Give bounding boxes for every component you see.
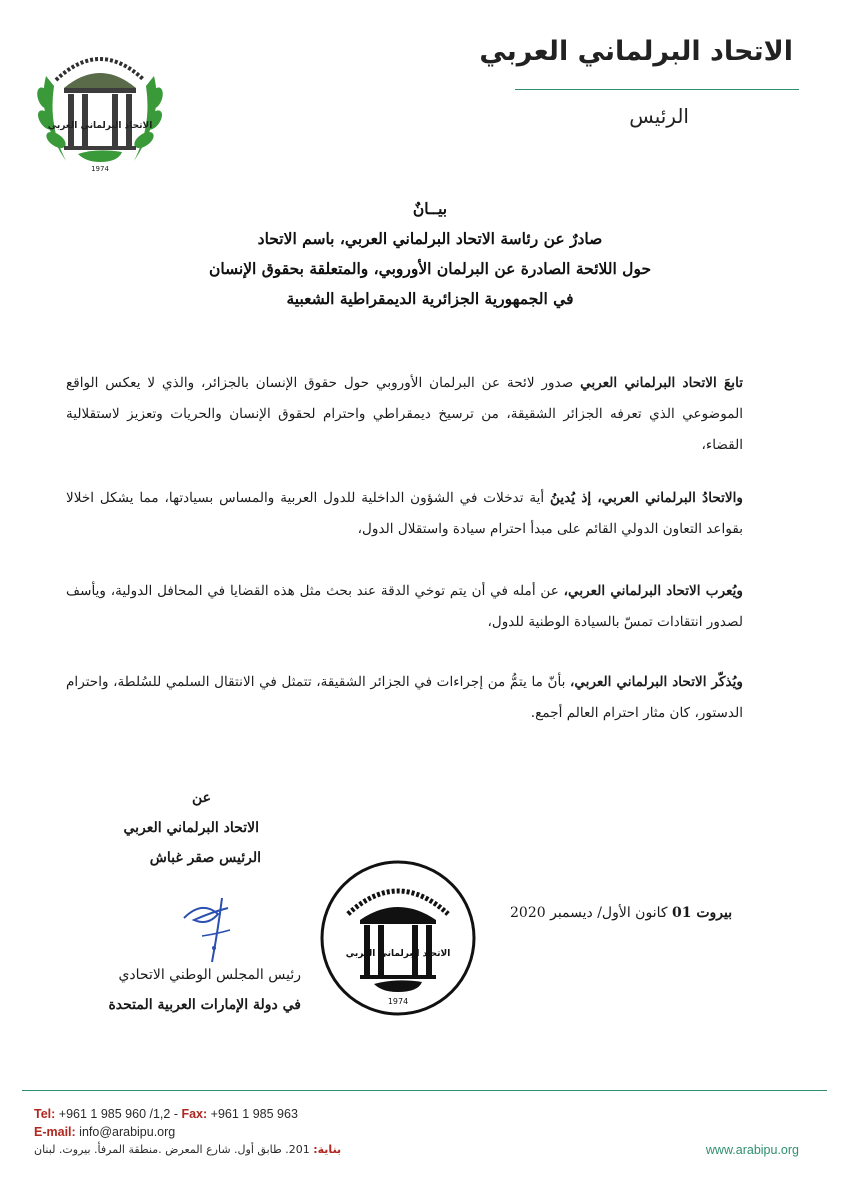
signature-role-line-1: رئيس المجلس الوطني الاتحادي bbox=[118, 967, 301, 983]
logo-year: 1974 bbox=[91, 165, 109, 173]
paragraph-text: صدور لائحة عن البرلمان الأوروبي حول حقوق الإنسان بالجزائر، والذي لا يعكس الواقع الموضوعي الذي تعرفه الجزائر الشقيقة، من ترسيخ ديمقراطي واحترام لحقوق الإنسان والحريات وتعزيز لاستقلالية القضاء، bbox=[66, 375, 743, 453]
paragraph-lead: تابعَ الاتحاد البرلماني العربي bbox=[580, 375, 744, 391]
footer-divider bbox=[22, 1090, 827, 1091]
email-label: E-mail: bbox=[34, 1125, 76, 1139]
paragraph-text: أية تدخلات في الشؤون الداخلية للدول العربية والمساس بسيادتها، مما يشكل اخلالا بقواعد التعاون الدولي القائم على مبدأ احترام سيادة واستقلال الدول، bbox=[66, 490, 743, 537]
official-stamp bbox=[318, 858, 478, 1018]
signature-name: الرئيس صقر غباش bbox=[149, 850, 261, 866]
paragraph-text: بأنّ ما يتمُّ من إجراءات في الجزائر الشقيقة، تتمثل في الانتقال السلمي للسُلطة، واحترام الدستور، كان مثار احترام العالم أجمع. bbox=[66, 674, 743, 721]
paragraph-lead: ويُذكّر الاتحاد البرلماني العربي، bbox=[569, 674, 743, 690]
address-value: 201. طابق أول. شارع المعرض .منطقة المرفأ. بيروت. لبنان bbox=[34, 1143, 314, 1156]
date-lead: بيروت 01 bbox=[671, 905, 733, 921]
tel-label: Tel: bbox=[34, 1107, 56, 1121]
columns-icon bbox=[68, 94, 132, 146]
dome-icon bbox=[64, 73, 136, 88]
paragraph-1 bbox=[66, 368, 743, 461]
footer-address bbox=[34, 1143, 341, 1156]
signature-role bbox=[81, 960, 301, 1020]
statement-heading bbox=[150, 194, 710, 314]
footer-website-link[interactable]: www.arabipu.org bbox=[705, 1143, 799, 1157]
statement-title: بيــانٌ bbox=[412, 199, 448, 218]
organization-name: الاتحاد البرلماني العربي bbox=[479, 36, 793, 67]
paragraph-2 bbox=[66, 483, 743, 545]
paragraph-3 bbox=[66, 576, 743, 638]
paragraph-4 bbox=[66, 667, 743, 729]
stamp-year: 1974 bbox=[387, 997, 409, 1006]
email-value[interactable]: info@arabipu.org bbox=[79, 1125, 176, 1139]
signature-on-behalf: عن bbox=[191, 790, 211, 806]
footer-phone-line bbox=[34, 1107, 298, 1121]
arab-world-map-icon bbox=[78, 150, 122, 162]
union-logo-emblem bbox=[26, 36, 174, 178]
stamp-center-text: الاتحاد البرلماني العربي bbox=[345, 949, 451, 959]
statement-line-2: حول اللائحة الصادرة عن البرلمان الأوروبي، والمتعلقة بحقوق الإنسان bbox=[208, 259, 652, 278]
header-divider bbox=[515, 89, 799, 90]
fax-value: +961 1 985 963 bbox=[210, 1107, 298, 1121]
role-title: الرئيس bbox=[629, 104, 689, 128]
statement-line-3: في الجمهورية الجزائرية الديمقراطية الشعبية bbox=[286, 289, 574, 308]
address-label: بناية: bbox=[313, 1143, 342, 1156]
handwritten-signature-icon bbox=[172, 890, 252, 970]
signature-role-line-2: في دولة الإمارات العربية المتحدة bbox=[108, 997, 301, 1013]
fax-label: Fax: bbox=[181, 1107, 208, 1121]
stamp-dome-icon bbox=[360, 907, 436, 920]
footer-email-line bbox=[34, 1125, 175, 1139]
logo-center-text: الاتحاد البرلماني العربي bbox=[47, 121, 153, 131]
tel-value: +961 1 985 960 /1,2 - bbox=[58, 1107, 178, 1121]
signature-organization: الاتحاد البرلماني العربي bbox=[123, 820, 259, 836]
date-rest: كانون الأول/ ديسمبر 2020 bbox=[510, 905, 672, 921]
paragraph-text: عن أمله في أن يتم توخي الدقة عند بحث مثل هذه القضايا في المحافل الدولية، ويأسف لصدور انتقادات تمسّ بالسيادة الوطنية للدول، bbox=[66, 583, 743, 630]
stamp-map-icon bbox=[374, 980, 422, 992]
date-line bbox=[510, 905, 732, 921]
statement-line-1: صادرٌ عن رئاسة الاتحاد البرلماني العربي، باسم الاتحاد bbox=[257, 229, 603, 248]
paragraph-lead: ويُعرب الاتحاد البرلماني العربي، bbox=[563, 583, 743, 599]
paragraph-lead: والاتحادُ البرلماني العربي، إذ يُدينُ bbox=[550, 490, 743, 506]
